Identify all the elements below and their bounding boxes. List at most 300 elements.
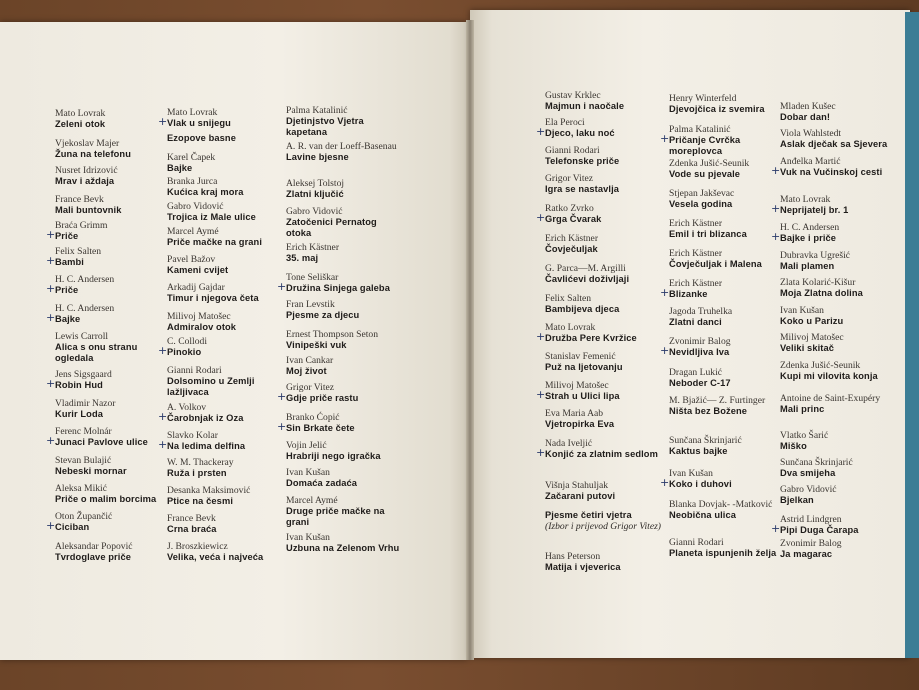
book-title: Pjesme za djecu [286,310,360,320]
book-author: Zvonimir Balog [669,336,731,347]
book-title: Velika, veća i najveća [167,552,264,562]
book-title: Alica s onu stranu ogledala [55,342,138,363]
book-title: Začarani putovi [545,491,616,501]
book-title: Koko i duhovi [669,479,732,489]
book-entry [55,138,167,160]
book-title: Družba Pere Kvržice [545,333,637,343]
book-entry [286,532,401,554]
book-entry [669,499,787,521]
book-title: Matija i vjeverica [545,562,621,572]
book-entry [46,426,168,451]
book-author: Eva Maria Aab [545,408,604,419]
book-title: Emil i tri blizanca [669,229,747,239]
book-title: Priče [55,231,79,241]
book-entry [55,108,167,130]
book-title: Veliki skitač [780,343,835,353]
book-author: Astrid Lindgren [780,514,842,525]
book-author: Oton Župančić [55,511,113,522]
book-entry [286,299,401,321]
book-author: Henry Winterfeld [669,93,737,104]
book-entry [536,380,663,402]
book-author: H. C. Andersen [55,303,115,314]
book-title: Na ledima delfina [167,441,246,451]
book-entry [158,402,277,424]
book-title: Kućica kraj mora [167,187,244,197]
book-title: Kaktus bajke [669,446,728,456]
book-entry [55,398,168,423]
book-entry [167,176,277,198]
book-author: H. C. Andersen [55,274,115,285]
book-title: Čovječuljak i Malena [669,259,762,269]
book-entry [669,537,787,559]
book-author: Stanislav Femenić [545,351,616,362]
book-author: Palma Katalinić [669,124,731,135]
book-author: Ivan Kušan [286,467,330,478]
book-entry [46,303,167,325]
book-title: Gdje priče rastu [286,393,359,403]
book-title: Bajke [55,314,81,324]
book-entry [780,360,898,382]
book-author: Ratko Zvrko [545,203,594,214]
book-author: Branka Jurca [167,176,218,187]
book-title: Lavine bjesne [286,152,349,162]
book-title: Druge priče mačke na grani [286,506,385,527]
book-title: Dolsomino u Zemlji lažljivaca [167,376,255,397]
book-author: Mato Lovrak [167,107,218,118]
book-author: A. R. van der Loeff-Basenau [286,141,397,152]
book-title: Čavlićevi doživljaji [545,274,630,284]
book-entry [277,412,401,434]
book-entry [545,173,663,195]
book-title: Djeco, laku noć [545,128,615,138]
handwritten-check-mark: + [46,519,56,532]
book-author: Ivan Kušan [669,468,713,479]
book-author: Višnja Stahuljak [545,480,609,491]
book-entry [286,105,401,138]
book-entry [286,355,401,377]
book-title: Vode su pjevale [669,169,741,179]
book-entry [536,322,663,344]
book-title: Ciciban [55,522,90,532]
book-title: Planeta ispunjenih želja [669,548,777,558]
book-entry [669,248,787,270]
book-entry [46,246,167,268]
book-entry [536,203,663,225]
book-title: Zeleni otok [55,119,106,129]
book-title: Moja Zlatna dolina [780,288,863,298]
book-author: Mato Lovrak [780,194,831,205]
book-title: Dobar dan! [780,112,831,122]
book-title: Blizanke [669,289,708,299]
book-title: Grga Čvarak [545,214,602,224]
handwritten-check-mark: + [158,344,168,357]
book-title: Zlatni danci [669,317,722,327]
handwritten-check-mark: + [536,330,546,343]
book-entry [167,133,277,144]
book-author: Milivoj Matošec [545,380,609,391]
book-title: Domaća zadaća [286,478,358,488]
book-title: Dva smijeha [780,468,836,478]
handwritten-check-mark: + [158,438,168,451]
book-author: Karel Čapek [167,152,216,163]
book-author: Milivoj Matošec [167,311,231,322]
book-entry [167,311,277,333]
book-entry [286,495,401,528]
book-entry [545,510,663,532]
book-entry [669,218,787,243]
book-title: Strah u Ulici lipa [545,391,620,401]
book-entry [167,485,277,507]
book-entry [536,117,663,139]
book-entry [660,124,787,157]
book-title: Pričanje Cvrčka moreplovca [669,135,741,156]
book-title: Neprijatelj br. 1 [780,205,849,215]
book-entry [167,541,277,563]
book-title: Čovječuljak [545,244,598,254]
book-title: Trojica iz Male ulice [167,212,256,222]
book-entry [780,457,898,479]
book-title: Mali plamen [780,261,835,271]
book-entry [660,278,787,300]
book-author: Felix Salten [545,293,592,304]
book-title: Žuna na telefonu [55,149,131,159]
book-author: Dragan Lukić [669,367,723,378]
book-entry [771,156,898,178]
book-title: Zatočenici Pernatog otoka [286,217,377,238]
book-author: Erich Kästner [669,218,723,229]
book-title: Koko u Parizu [780,316,844,326]
book-entry [536,438,663,460]
book-entry [286,206,401,239]
book-title: Hrabriji nego igračka [286,451,381,461]
book-author: Stevan Bulajić [55,455,112,466]
book-entry [771,194,898,216]
book-author: Pavel Bažov [167,254,216,265]
handwritten-check-mark: + [158,410,168,423]
book-author: Antoine de Saint-Exupéry [780,393,881,404]
book-title: Nebeski mornar [55,466,127,476]
book-author: Jens Sigsgaard [55,369,112,380]
book-title: Robin Hud [55,380,103,390]
book-title: Crna braća [167,524,217,534]
handwritten-check-mark: + [277,420,287,433]
book-entry [167,457,277,479]
book-title: Bjelkan [780,495,814,505]
book-author: Marcel Aymé [286,495,338,506]
handwritten-check-mark: + [277,280,287,293]
handwritten-check-mark: + [46,434,56,447]
book-entry [780,128,898,150]
book-title: Bambijeva djeca [545,304,620,314]
handwritten-check-mark: + [158,115,168,128]
book-title: Ezopove basne [167,133,236,143]
book-author: Arkadij Gajdar [167,282,225,293]
book-title: Neboder C-17 [669,378,731,388]
book-author: Ivan Kušan [286,532,330,543]
handwritten-check-mark: + [46,228,56,241]
book-entry [55,331,167,364]
book-title: Aslak dječak sa Sjevera [780,139,888,149]
book-title: Timur i njegova četa [167,293,259,303]
book-title: Telefonske priče [545,156,620,166]
handwritten-check-mark: + [536,388,546,401]
book-entry [780,332,898,354]
book-author: Ela Peroci [545,117,585,128]
book-title: Pjesme četiri vjetra [545,510,632,520]
book-author: Gabro Vidović [286,206,343,217]
book-author: Vladimir Nazor [55,398,116,409]
book-entry [46,220,167,242]
handwritten-check-mark: + [46,282,56,295]
book-author: Ivan Kušan [780,305,824,316]
book-author: Erich Kästner [545,233,599,244]
book-entry [55,194,167,216]
book-title: Junaci Pavlove ulice [55,437,148,447]
book-title: Mali buntovnik [55,205,122,215]
book-author: Aleksa Mikić [55,483,107,494]
book-entry [669,188,787,210]
book-author: J. Broszkiewicz [167,541,228,552]
book-title: Bambi [55,257,84,267]
book-author: Ferenc Molnár [55,426,112,437]
book-title: Vesela godina [669,199,733,209]
book-spine [466,20,474,660]
handwritten-check-mark: + [536,446,546,459]
book-entry [545,408,663,430]
book-entry [669,93,787,115]
book-author: Marcel Aymé [167,226,219,237]
book-author: Sunčana Škrinjarić [780,457,853,468]
book-author: France Bevk [55,194,104,205]
book-author: Branko Ćopić [286,412,340,423]
handwritten-check-mark: + [46,254,56,267]
book-author: Nusret Idrizović [55,165,118,176]
handwritten-check-mark: + [660,132,670,145]
book-title: Družina Sinjega galeba [286,283,390,293]
book-entry [46,274,167,296]
book-title: Priče mačke na grani [167,237,263,247]
book-title: 35. maj [286,253,319,263]
book-author: Gabro Vidović [167,201,224,212]
book-entry [669,306,787,328]
handwritten-check-mark: + [277,390,287,403]
book-author: A. Volkov [167,402,207,413]
book-author: Viola Wahlstedt [780,128,842,139]
book-entry [55,483,167,505]
book-title: Moj život [286,366,327,376]
book-author: W. M. Thackeray [167,457,234,468]
book-entry [780,538,898,560]
book-cover-edge [905,12,919,658]
book-title: Zlatni ključić [286,189,344,199]
book-author: Palma Katalinić [286,105,348,116]
book-title: Ja magarac [780,549,833,559]
book-title: Vuk na Vučinskoj cesti [780,167,883,177]
book-entry [55,541,167,563]
book-author: Vjekoslav Majer [55,138,120,149]
book-author: Ivan Cankar [286,355,334,366]
book-entry [545,551,663,573]
book-title: Vjetropirka Eva [545,419,615,429]
book-author: Gianni Rodari [669,537,724,548]
book-title: Priče [55,285,79,295]
book-author: H. C. Andersen [780,222,840,233]
book-entry [669,435,787,457]
book-entry [780,305,898,327]
book-entry [277,272,401,294]
book-author: Braća Grimm [55,220,108,231]
handwritten-check-mark: + [536,211,546,224]
book-entry [158,430,277,452]
book-entry [545,351,663,373]
book-entry [286,141,401,163]
book-title: Vinipeški vuk [286,340,347,350]
book-author: Mato Lovrak [55,108,106,119]
book-title: Kameni cvijet [167,265,229,275]
book-title: Vlak u snijegu [167,118,231,128]
book-author: Nada Iveljić [545,438,593,449]
book-author: Grigor Vitez [545,173,594,184]
book-entry [55,165,167,187]
book-title: Pipi Duga Čarapa [780,525,859,535]
book-entry [286,440,401,462]
book-title: Čarobnjak iz Oza [167,413,244,423]
book-title: Admiralov otok [167,322,237,332]
book-title: Mrav i aždaja [55,176,115,186]
book-entry [660,336,787,358]
book-entry [167,513,277,535]
book-title: Djetinjstvo Vjetra kapetana [286,116,364,137]
book-entry [780,101,898,123]
book-author: Blanka Dovjak- -Matković [669,499,773,510]
book-title: Priče o malim borcima [55,494,157,504]
book-author: G. Parca—M. Argilli [545,263,626,274]
book-title: Djevojčica iz svemira [669,104,765,114]
book-entry [55,455,167,477]
book-entry [167,201,277,223]
handwritten-check-mark: + [771,202,781,215]
handwritten-check-mark: + [536,125,546,138]
book-author: Aleksandar Popović [55,541,133,552]
book-author: M. Bjažić— Z. Furtinger [669,395,766,406]
handwritten-check-mark: + [46,311,56,324]
book-title: Kupi mi vilovita konja [780,371,878,381]
book-author: Zlata Kolarić-Kišur [780,277,856,288]
book-entry [167,226,277,248]
book-entry [545,263,663,285]
book-entry [780,250,898,272]
book-entry [780,484,898,506]
book-entry [545,90,663,112]
book-author: Mladen Kušec [780,101,836,112]
handwritten-check-mark: + [46,377,56,390]
book-entry [780,430,898,452]
book-author: Zdenka Jušić-Seunik [780,360,861,371]
book-entry [660,468,787,490]
book-author: Erich Kästner [669,278,723,289]
book-entry [286,329,401,351]
book-author: Hans Peterson [545,551,601,562]
book-entry [167,152,277,174]
book-title: Pinokio [167,347,202,357]
book-entry [158,107,277,129]
book-entry [158,336,277,358]
book-author: Sunčana Škrinjarić [669,435,742,446]
book-entry [545,293,663,315]
book-author: Desanka Maksimović [167,485,251,496]
book-entry [46,369,167,391]
handwritten-check-mark: + [660,344,670,357]
book-title: Sin Brkate čete [286,423,355,433]
book-entry [669,395,787,417]
book-title: Neobična ulica [669,510,737,520]
handwritten-check-mark: + [660,476,670,489]
book-entry [277,382,401,404]
book-title: Uzbuna na Zelenom Vrhu [286,543,400,553]
book-author: Vlatko Šarić [780,430,829,441]
book-author: Gianni Rodari [167,365,222,376]
book-author: Tone Seliškar [286,272,339,283]
book-title: Ptice na česmi [167,496,233,506]
handwritten-check-mark: + [771,230,781,243]
book-entry [771,222,898,244]
book-author: Aleksej Tolstoj [286,178,345,189]
book-subtitle: (Izbor i prijevod Grigor Vitez) [545,521,662,532]
book-title: Bajke [167,163,193,173]
book-author: Jagoda Truhelka [669,306,733,317]
book-author: Vojin Jelić [286,440,327,451]
book-author: Gianni Rodari [545,145,600,156]
book-entry [286,178,401,200]
book-entry [545,233,663,255]
book-title: Majmun i naočale [545,101,625,111]
book-entry [46,511,167,533]
book-author: Lewis Carroll [55,331,109,342]
book-entry [545,145,663,167]
book-author: Gabro Vidović [780,484,837,495]
book-author: Erich Kästner [669,248,723,259]
book-entry [780,393,898,415]
book-title: Igra se nastavlja [545,184,620,194]
book-entry [167,365,277,398]
book-title: Konjić za zlatnim sedlom [545,449,658,459]
book-author: Dubravka Ugrešić [780,250,851,261]
book-author: Erich Kästner [286,242,340,253]
book-entry [167,282,277,304]
book-author: France Bevk [167,513,216,524]
book-title: Puž na ljetovanju [545,362,623,372]
handwritten-check-mark: + [771,164,781,177]
book-entry [167,254,277,276]
book-author: Slavko Kolar [167,430,218,441]
book-title: Bajke i priče [780,233,837,243]
book-title: Kurir Loda [55,409,104,419]
book-title: Ruža i prsten [167,468,227,478]
book-entry [545,480,663,502]
book-author: C. Collodi [167,336,207,347]
book-entry [780,277,898,299]
book-entry [669,367,787,389]
book-entry [771,514,898,536]
book-author: Fran Levstik [286,299,335,310]
book-title: Miško [780,441,807,451]
book-title: Mali princ [780,404,825,414]
book-author: Milivoj Matošec [780,332,844,343]
book-entry [286,467,401,489]
book-author: Zdenka Jušić-Seunik [669,158,750,169]
book-author: Felix Salten [55,246,102,257]
book-author: Ernest Thompson Seton [286,329,379,340]
